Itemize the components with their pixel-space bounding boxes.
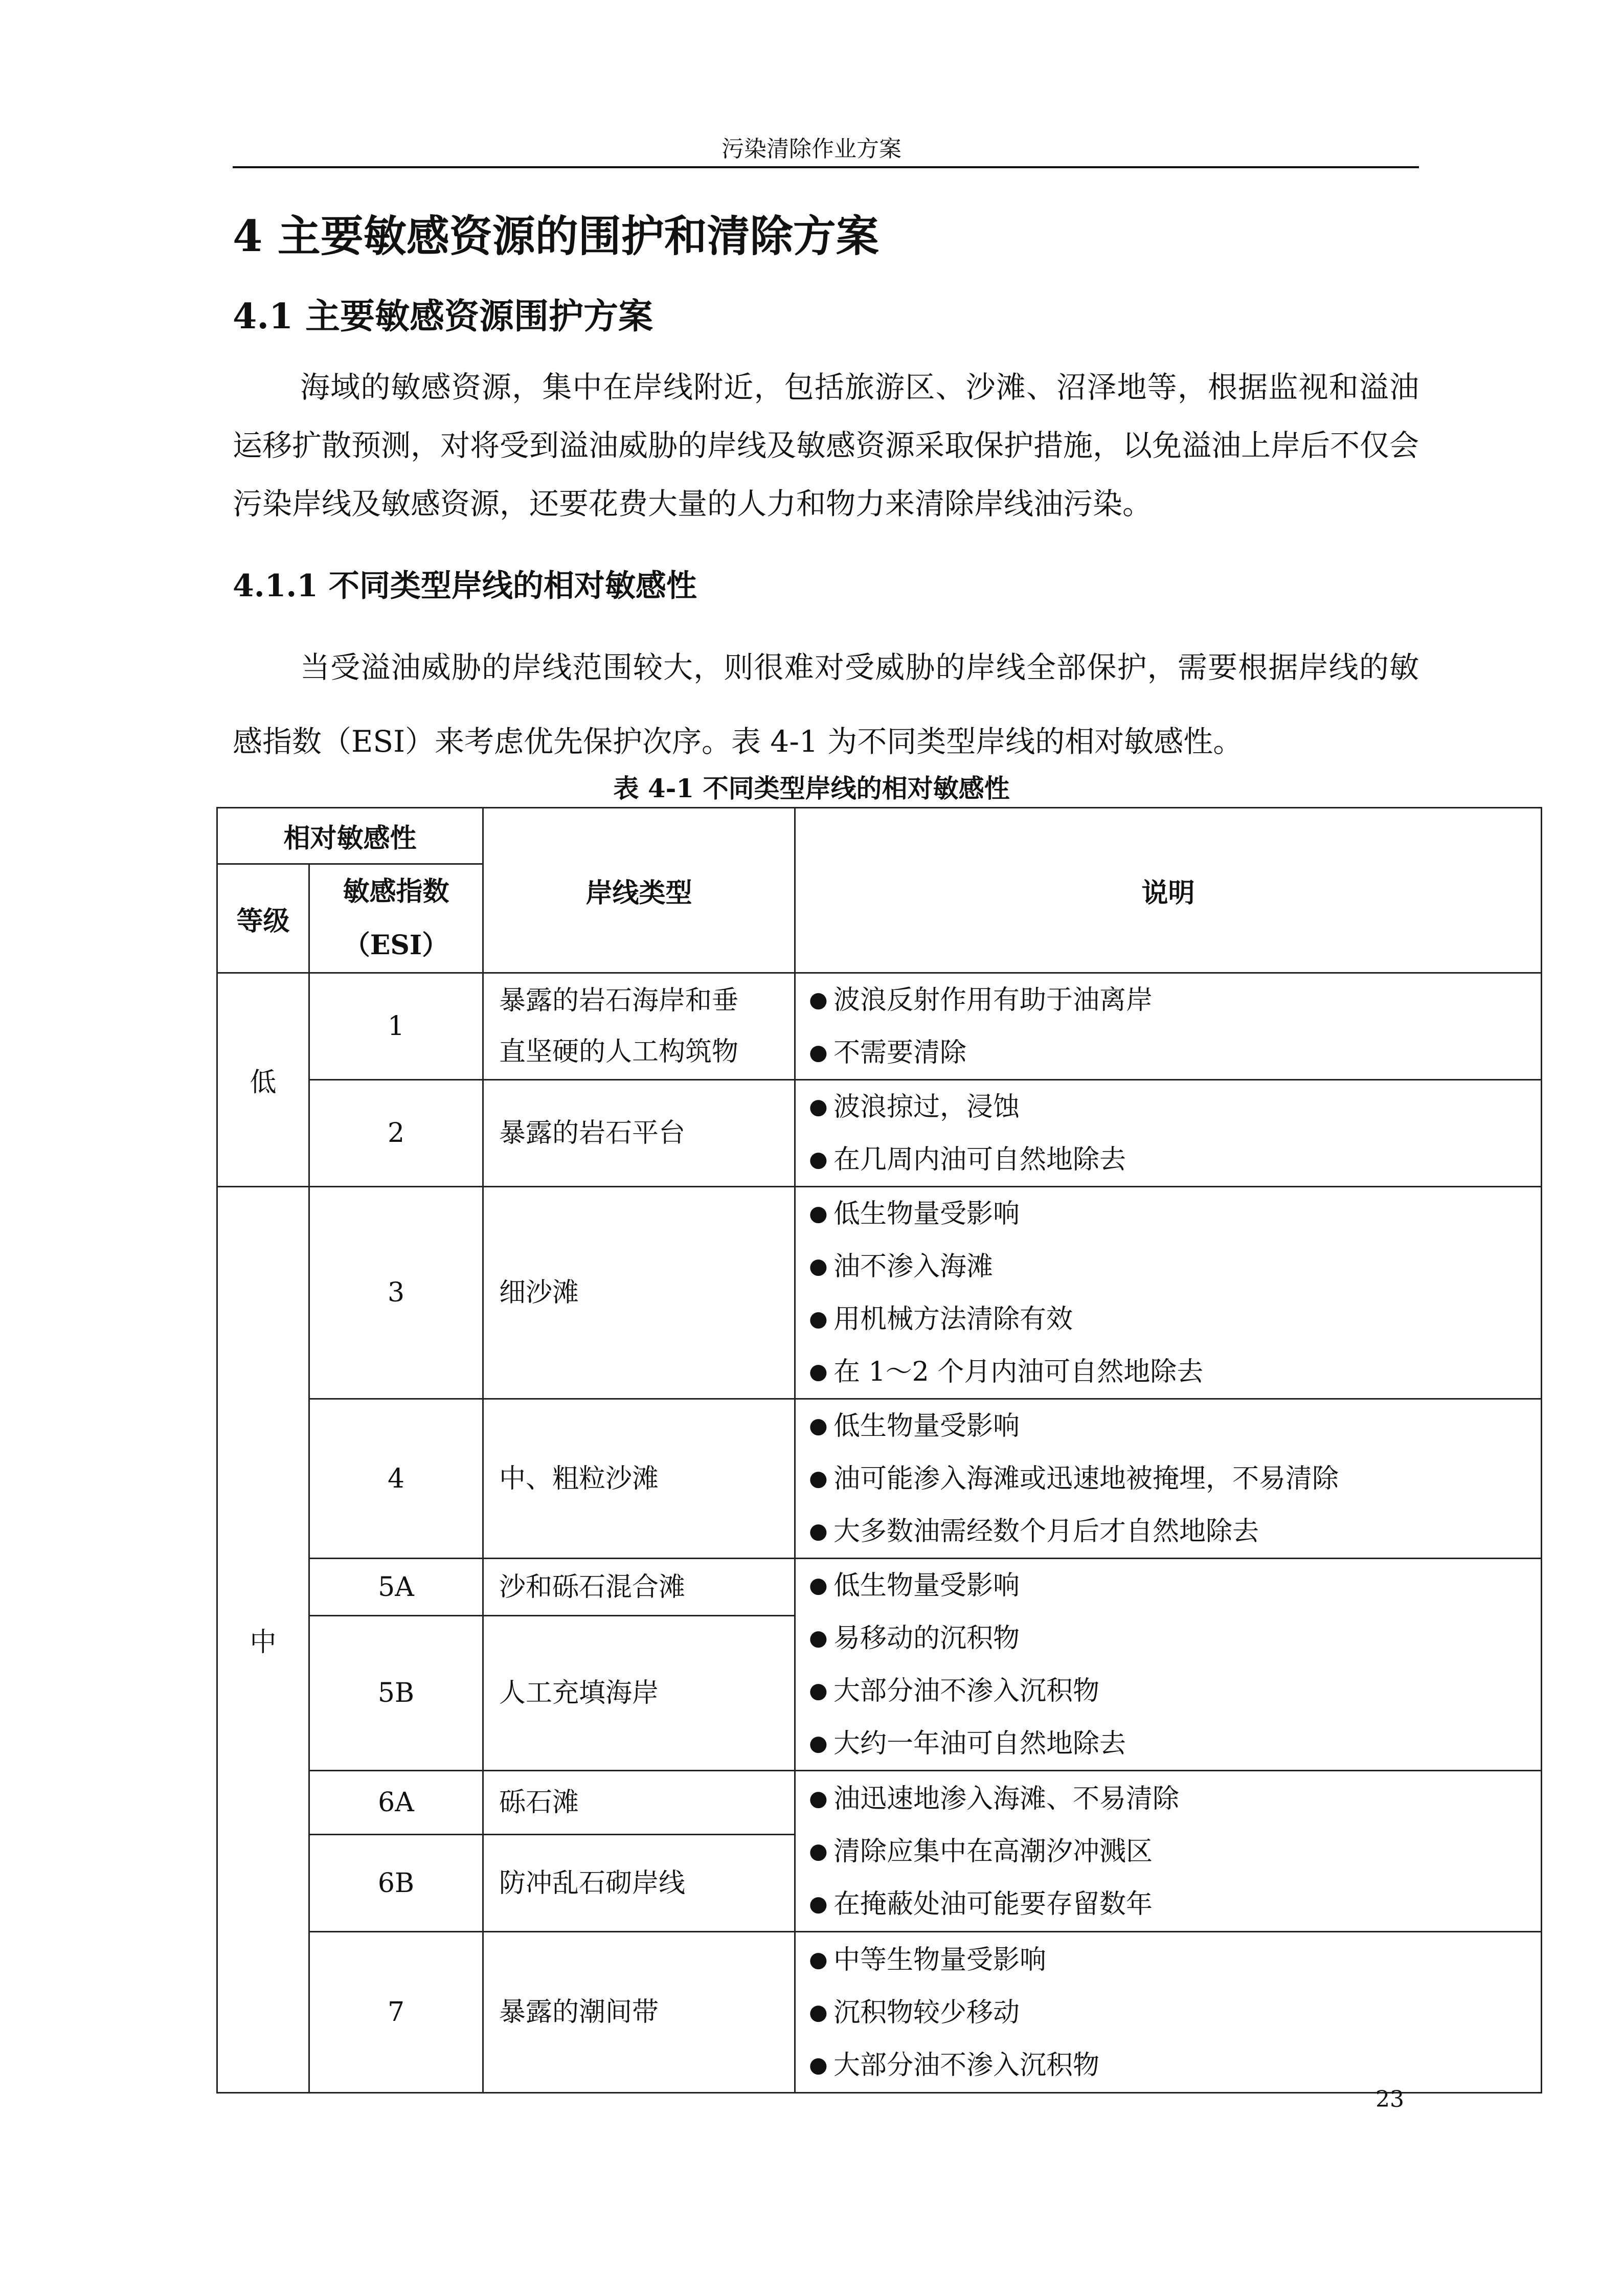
shoreline-type-cell (483, 1559, 795, 1616)
note-item (809, 1612, 1541, 1664)
shoreline-sensitivity-table (216, 807, 1542, 2094)
bullet-icon: ● (809, 1838, 828, 1863)
table-row (217, 1771, 1542, 1835)
type-line: 暴露的岩石平台 (499, 1118, 686, 1149)
type-line: 砾石滩 (499, 1787, 579, 1818)
grade-header: 等级 (217, 864, 309, 973)
shoreline-type-cell (483, 1616, 795, 1771)
type-line: 暴露的潮间带 (499, 1997, 659, 2028)
bullet-icon: ● (809, 1999, 828, 2024)
note-item (809, 1933, 1541, 1986)
table-row (217, 1399, 1542, 1559)
bullet-icon: ● (809, 2052, 828, 2077)
bullet-icon: ● (809, 1413, 828, 1438)
shoreline-type-cell (483, 1187, 795, 1399)
note-text: 油迅速地渗入海滩、不易清除 (833, 1783, 1180, 1814)
description-cell (795, 1771, 1542, 1932)
note-item (809, 1187, 1541, 1240)
note-text: 波浪掠过，浸蚀 (833, 1092, 1020, 1122)
note-item (809, 1505, 1541, 1558)
esi-cell: 6B (309, 1835, 483, 1932)
esi-header-line2: （ESI） (343, 930, 449, 961)
note-item (809, 1452, 1541, 1505)
esi-header-line1: 敏感指数 (343, 876, 449, 907)
shoreline-type-cell (483, 1771, 795, 1835)
note-text: 油不渗入海滩 (833, 1251, 994, 1282)
bullet-icon: ● (809, 1040, 828, 1065)
note-text: 低生物量受影响 (833, 1199, 1020, 1229)
description-header: 说明 (795, 808, 1542, 973)
grade-low: 低 (217, 973, 309, 1187)
section-heading: 4.1 主要敏感资源围护方案 (233, 296, 653, 337)
note-text: 中等生物量受影响 (833, 1944, 1047, 1975)
note-item (809, 1717, 1541, 1770)
note-item (809, 1559, 1541, 1612)
bullet-icon: ● (809, 1785, 828, 1811)
bullet-icon: ● (809, 1518, 828, 1543)
note-text: 清除应集中在高潮汐冲溅区 (833, 1836, 1153, 1867)
description-cell (795, 1932, 1542, 2093)
type-line: 直坚硬的人工构筑物 (499, 1037, 739, 1067)
note-item (809, 1081, 1541, 1133)
note-text: 用机械方法清除有效 (833, 1304, 1073, 1335)
type-line: 细沙滩 (499, 1277, 579, 1308)
relative-sensitivity-header: 相对敏感性 (217, 808, 483, 864)
note-text: 在掩蔽处油可能要存留数年 (833, 1888, 1153, 1920)
running-header: 污染清除作业方案 (722, 136, 901, 162)
section-paragraph (233, 358, 1419, 533)
bullet-icon: ● (809, 1625, 828, 1650)
note-text: 大部分油不渗入沉积物 (833, 2050, 1100, 2081)
esi-cell: 7 (309, 1932, 483, 2093)
esi-cell: 6A (309, 1771, 483, 1835)
grade-medium: 中 (217, 1187, 309, 2093)
note-item (809, 1133, 1541, 1186)
bullet-icon: ● (809, 1306, 828, 1331)
note-text: 在 1～2 个月内油可自然地除去 (833, 1357, 1204, 1387)
esi-cell: 5A (309, 1559, 483, 1616)
note-item (809, 1026, 1541, 1079)
shoreline-type-cell (483, 973, 795, 1080)
chapter-heading: 4 主要敏感资源的围护和清除方案 (233, 211, 879, 261)
bullet-icon: ● (809, 1201, 828, 1226)
table-caption: 表 4-1 不同类型岸线的相对敏感性 (613, 773, 1010, 803)
note-text: 沉积物较少移动 (833, 1997, 1020, 2028)
bullet-icon: ● (809, 1572, 828, 1597)
esi-header (309, 864, 483, 973)
shoreline-type-cell (483, 1835, 795, 1932)
bullet-icon: ● (809, 1890, 828, 1916)
table-row (217, 1187, 1542, 1399)
note-item (809, 1878, 1541, 1930)
bullet-icon: ● (809, 1946, 828, 1972)
type-line: 暴露的岩石海岸和垂 (499, 985, 739, 1016)
type-line: 人工充填海岸 (499, 1678, 659, 1709)
note-text: 低生物量受影响 (833, 1570, 1020, 1601)
note-item (809, 1664, 1541, 1717)
shoreline-type-cell (483, 1399, 795, 1559)
page-number: 23 (1376, 2086, 1404, 2112)
note-item (809, 1400, 1541, 1452)
table-header-row (217, 808, 1542, 864)
esi-cell: 4 (309, 1399, 483, 1559)
shoreline-type-header: 岸线类型 (483, 808, 795, 973)
note-item (809, 1240, 1541, 1293)
subsection-heading: 4.1.1 不同类型岸线的相对敏感性 (233, 568, 697, 604)
note-text: 油可能渗入海滩或迅速地被掩埋，不易清除 (833, 1464, 1339, 1494)
shoreline-type-cell (483, 1080, 795, 1187)
table-row (217, 1932, 1542, 2093)
note-item (809, 1772, 1541, 1825)
esi-cell: 1 (309, 973, 483, 1080)
description-cell (795, 1187, 1542, 1399)
bullet-icon: ● (809, 1466, 828, 1491)
section-paragraph-text: 海域的敏感资源，集中在岸线附近，包括旅游区、沙滩、沼泽地等，根据监视和溢油运移扩散预测，对将受到溢油威胁的岸线及敏感资源采取保护措施，以免溢油上岸后不仅会污染岸线及敏感资源，还要花费大量的人力和物力来清除岸线油污染。 (233, 370, 1419, 521)
note-text: 易移动的沉积物 (833, 1623, 1020, 1654)
bullet-icon: ● (809, 1678, 828, 1703)
header-rule (233, 166, 1419, 168)
description-cell (795, 1559, 1542, 1771)
table-row (217, 973, 1542, 1080)
bullet-icon: ● (809, 1730, 828, 1755)
subsection-paragraph (233, 631, 1419, 779)
description-cell (795, 1080, 1542, 1187)
note-item (809, 2039, 1541, 2091)
bullet-icon: ● (809, 1146, 828, 1172)
esi-cell: 5B (309, 1616, 483, 1771)
note-item (809, 1345, 1541, 1398)
esi-cell: 3 (309, 1187, 483, 1399)
bullet-icon: ● (809, 1359, 828, 1384)
type-line: 沙和砾石混合滩 (499, 1571, 686, 1603)
bullet-icon: ● (809, 987, 828, 1012)
shoreline-type-cell (483, 1932, 795, 2093)
note-text: 在几周内油可自然地除去 (833, 1144, 1126, 1175)
note-text: 波浪反射作用有助于油离岸 (833, 985, 1153, 1016)
table-row (217, 1559, 1542, 1616)
note-item (809, 1825, 1541, 1878)
note-text: 大约一年油可自然地除去 (833, 1728, 1126, 1759)
description-cell (795, 973, 1542, 1080)
bullet-icon: ● (809, 1253, 828, 1278)
note-item (809, 974, 1541, 1026)
description-cell (795, 1399, 1542, 1559)
note-text: 低生物量受影响 (833, 1411, 1020, 1442)
note-text: 不需要清除 (833, 1038, 967, 1068)
table-row (217, 1080, 1542, 1187)
note-text: 大部分油不渗入沉积物 (833, 1676, 1100, 1706)
note-item (809, 1986, 1541, 2039)
bullet-icon: ● (809, 1094, 828, 1119)
note-text: 大多数油需经数个月后才自然地除去 (833, 1516, 1259, 1547)
subsection-paragraph-text: 当受溢油威胁的岸线范围较大，则很难对受威胁的岸线全部保护，需要根据岸线的敏感指数（ESI）来考虑优先保护次序。表 4-1 为不同类型岸线的相对敏感性。 (233, 650, 1419, 759)
type-line: 中、粗粒沙滩 (499, 1463, 659, 1494)
note-item (809, 1293, 1541, 1345)
esi-cell: 2 (309, 1080, 483, 1187)
type-line: 防冲乱石砌岸线 (499, 1867, 686, 1899)
